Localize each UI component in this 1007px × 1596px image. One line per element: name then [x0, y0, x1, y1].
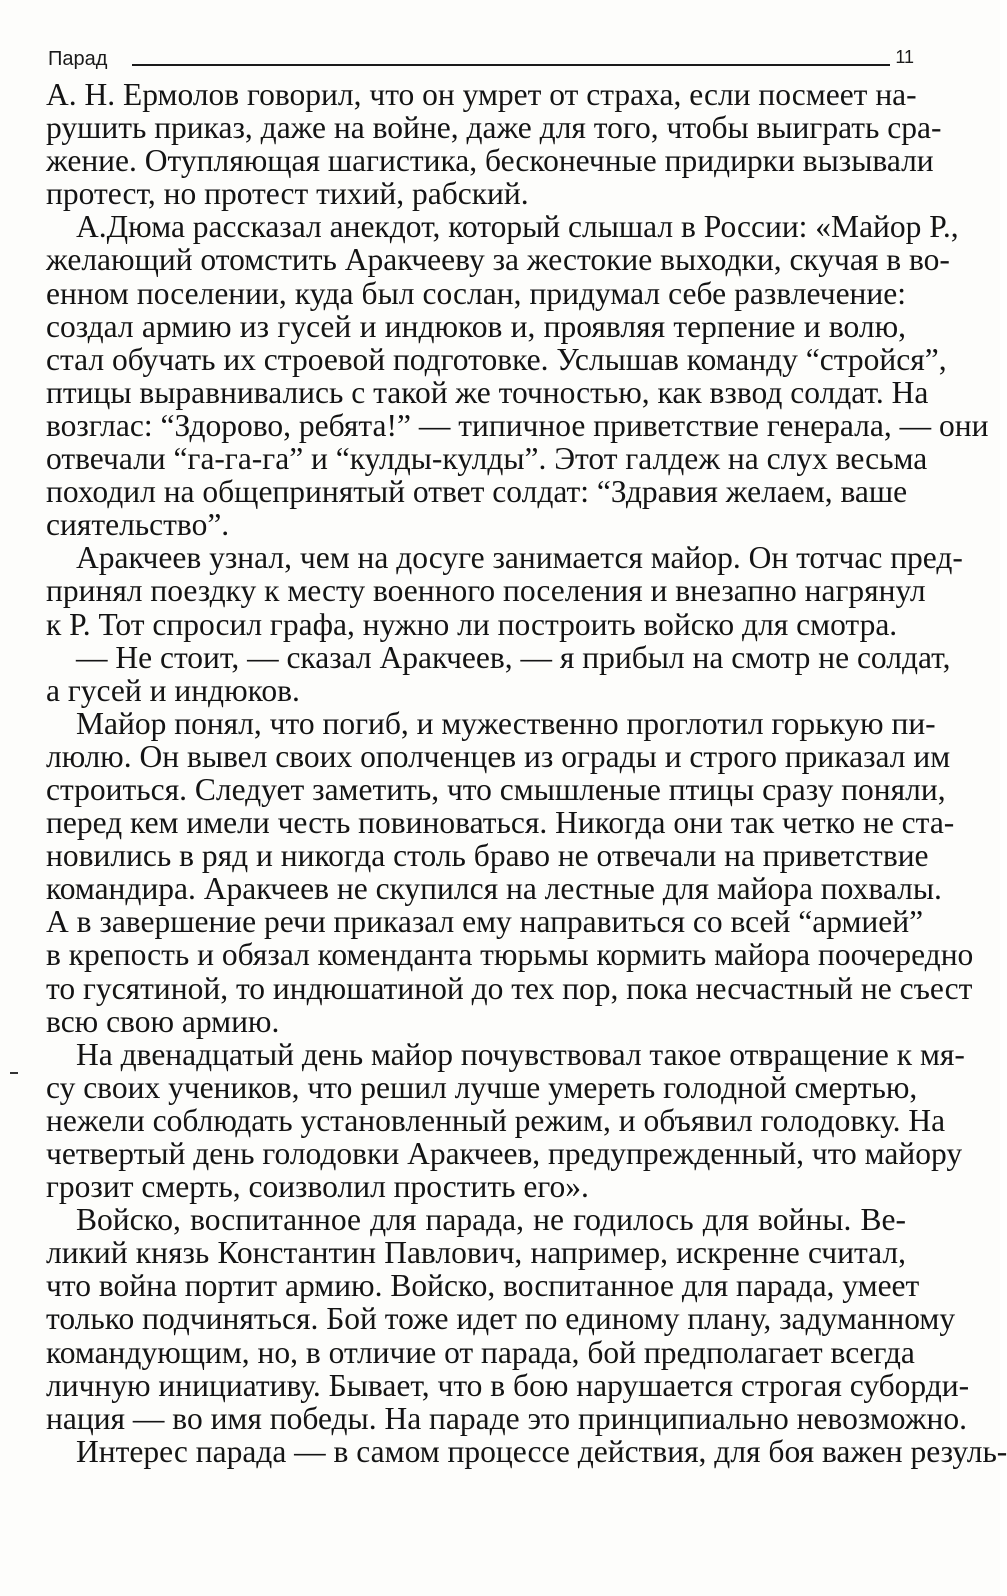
header-rule	[132, 64, 890, 66]
text-line: перед кем имели честь повиноваться. Никогда они так четко не ста-	[46, 805, 955, 841]
text-line: Майор понял, что погиб, и мужественно проглотил горькую пи-	[76, 705, 936, 741]
text-line: новились в ряд и никогда столь браво не отвечали на приветствие	[46, 838, 929, 874]
text-line: птицы выравнивались с такой же точностью, как взвод солдат. На	[46, 374, 929, 410]
text-line: командира. Аракчеев не скупился на лестные для майора похвалы.	[46, 871, 942, 907]
text-line: На двенадцатый день майор почувствовал такое отвращение к мя-	[76, 1036, 965, 1072]
text-line: протест, но протест тихий, рабский.	[46, 176, 529, 212]
text-line: жение. Отупляющая шагистика, бесконечные придирки вызывали	[46, 143, 934, 179]
text-line: принял поездку к месту военного поселения и внезапно нагрянул	[46, 573, 926, 609]
running-head	[48, 46, 914, 74]
text-line: что война портит армию. Войско, воспитанное для парада, умеет	[46, 1268, 920, 1304]
page-number: 11	[895, 47, 914, 67]
text-line: строиться. Следует заметить, что смышленые птицы сразу поняли,	[46, 771, 946, 807]
text-line: нация — во имя победы. На параде это принципиально невозможно.	[46, 1400, 967, 1436]
text-line: то гусятиной, то индюшатиной до тех пор, пока несчастный не съест	[46, 970, 973, 1006]
text-line: грозит смерть, соизволил простить его».	[46, 1169, 589, 1205]
text-line: создал армию из гусей и индюков и, проявляя терпение и волю,	[46, 308, 906, 344]
text-line: а гусей и индюков.	[46, 672, 300, 708]
text-line: рушить приказ, даже на войне, даже для того, чтобы выиграть сра-	[46, 110, 942, 146]
text-line: желающий отомстить Аракчееву за жестокие выходки, скучая в во-	[46, 242, 950, 278]
text-line: всю свою армию.	[46, 1003, 280, 1039]
text-line: люлю. Он вывел своих ополченцев из ограды и строго приказал им	[46, 738, 951, 774]
text-line: сиятельство”.	[46, 507, 230, 543]
text-line: командующим, но, в отличие от парада, бой предполагает всегда	[46, 1334, 915, 1370]
text-line: к Р. Тот спросил графа, нужно ли построить войско для смотра.	[46, 606, 898, 642]
body-text	[46, 77, 1007, 1469]
text-line: су своих учеников, что решил лучше умереть голодной смертью,	[46, 1069, 918, 1105]
text-line: отвечали “га-га-га” и “кулды-кулды”. Этот галдеж на слух весьма	[46, 441, 928, 477]
text-line: А.Дюма рассказал анекдот, который слышал в России: «Майор Р.,	[76, 209, 959, 245]
text-line: — Не стоит, — сказал Аракчеев, — я прибыл на смотр не солдат,	[76, 639, 951, 675]
text-line: ликий князь Константин Павлович, например, искренне считал,	[46, 1235, 906, 1271]
text-line: только подчиняться. Бой тоже идет по единому плану, задуманному	[46, 1301, 956, 1337]
text-line: в крепость и обязал коменданта тюрьмы кормить майора поочередно	[46, 937, 974, 973]
text-line: Войско, воспитанное для парада, не годилось для войны. Ве-	[76, 1202, 906, 1238]
text-line: Аракчеев узнал, чем на досуге занимается майор. Он тотчас пред-	[76, 540, 963, 576]
running-title: Парад	[48, 46, 117, 72]
text-line: енном поселении, куда был сослан, придумал себе развлечение:	[46, 275, 906, 311]
text-line: А. Н. Ермолов говорил, что он умрет от страха, если посмеет на-	[46, 77, 917, 112]
text-line: Интерес парада — в самом процессе действия, для боя важен резуль-	[76, 1433, 1007, 1469]
text-line: возглас: “Здорово, ребята!” — типичное приветствие генерала, — они	[46, 407, 989, 443]
text-line: А в завершение речи приказал ему направиться со всей “армией”	[46, 904, 924, 940]
text-line: личную инициативу. Бывает, что в бою нарушается строгая суборди-	[46, 1367, 970, 1403]
margin-mark	[10, 1072, 18, 1074]
text-line: походил на общепринятый ответ солдат: “Здравия желаем, ваше	[46, 474, 908, 510]
text-line: четвертый день голодовки Аракчеев, предупрежденный, что майору	[46, 1136, 963, 1171]
text-line: нежели соблюдать установленный режим, и объявил голодовку. На	[46, 1102, 946, 1138]
text-line: стал обучать их строевой подготовке. Услышав команду “стройся”,	[46, 341, 947, 377]
